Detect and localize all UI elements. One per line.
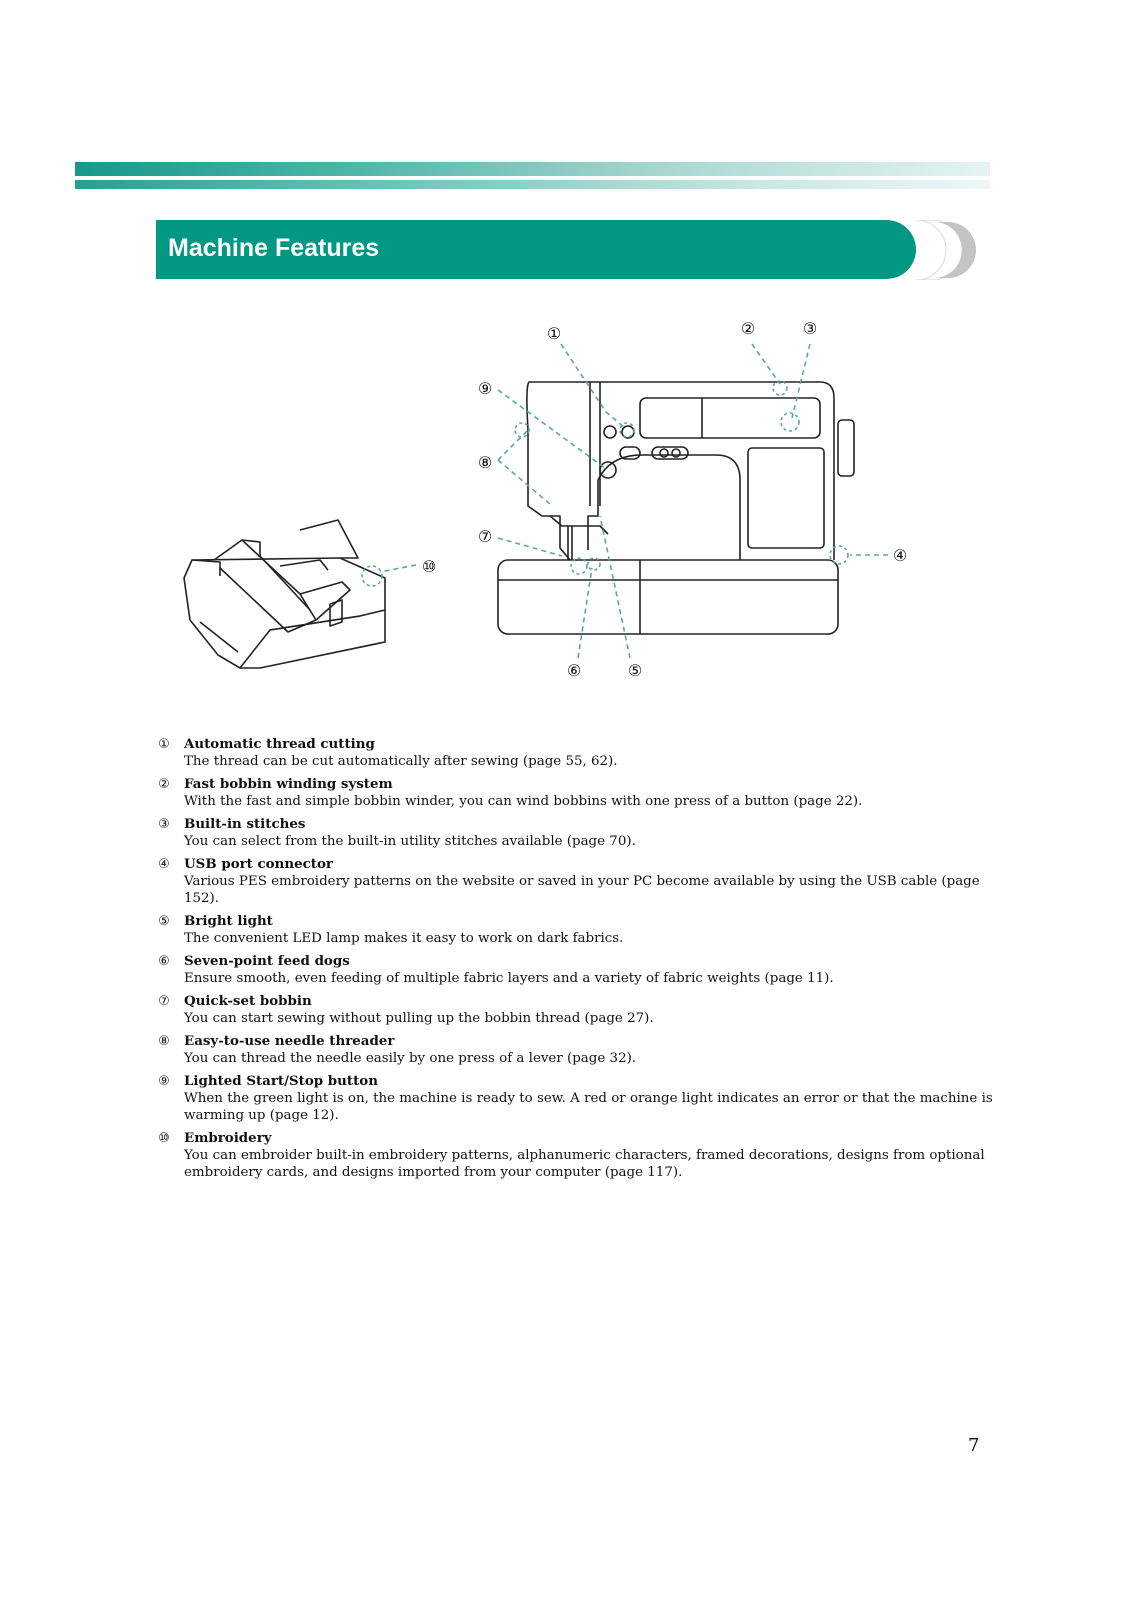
feature-title: Lighted Start/Stop button xyxy=(184,1073,378,1089)
callout-9-label: ⑨ xyxy=(477,379,493,398)
feature-description: When the green light is on, the machine is ready to sew. A red or orange light indicates an error or that the machine is warming up (page 12). xyxy=(184,1091,993,1123)
feature-title: USB port connector xyxy=(184,856,333,872)
feature-title: Easy-to-use needle threader xyxy=(184,1033,395,1049)
feature-number: ⑨ xyxy=(158,1074,170,1089)
feature-number: ⑥ xyxy=(158,954,170,969)
feature-title: Built-in stitches xyxy=(184,816,306,832)
feature-item xyxy=(155,953,995,987)
feature-title: Seven-point feed dogs xyxy=(184,953,350,969)
feature-item xyxy=(155,1130,995,1181)
callout-8-label: ⑧ xyxy=(477,453,493,472)
machine-illustration xyxy=(180,320,960,700)
feature-description: With the fast and simple bobbin winder, you can wind bobbins with one press of a button (page 22). xyxy=(184,794,863,809)
callout-7-label: ⑦ xyxy=(477,527,493,546)
callout-10-label: ⑩ xyxy=(421,557,437,576)
feature-item xyxy=(155,736,995,770)
feature-number: ⑧ xyxy=(158,1034,170,1049)
feature-number: ④ xyxy=(158,857,170,872)
page-number: 7 xyxy=(968,1435,980,1456)
callout-1-label: ① xyxy=(546,324,562,343)
feature-number: ① xyxy=(158,737,170,752)
feature-item xyxy=(155,776,995,810)
feature-description: You can embroider built-in embroidery patterns, alphanumeric characters, framed decorations, designs from optional embroidery cards, and designs imported from your computer (page 117). xyxy=(184,1148,985,1180)
feature-item xyxy=(155,1033,995,1067)
callout-4-label: ④ xyxy=(892,546,908,565)
feature-item xyxy=(155,913,995,947)
header-gradient-band xyxy=(75,162,990,176)
feature-number: ⑩ xyxy=(158,1131,170,1146)
double-chevron-icon xyxy=(912,220,978,280)
feature-title: Automatic thread cutting xyxy=(184,736,375,752)
feature-item xyxy=(155,856,995,907)
header-gradient-line xyxy=(75,180,990,189)
feature-item xyxy=(155,816,995,850)
feature-title: Embroidery xyxy=(184,1130,272,1146)
page-title: Machine Features xyxy=(168,234,380,262)
feature-description: You can start sewing without pulling up the bobbin thread (page 27). xyxy=(184,1011,654,1026)
sewing-machine-drawing xyxy=(498,382,854,634)
feature-title: Bright light xyxy=(184,913,273,929)
callout-6-label: ⑥ xyxy=(566,661,582,680)
callout-3-label: ③ xyxy=(802,320,818,338)
feature-description: The thread can be cut automatically after sewing (page 55, 62). xyxy=(184,754,618,769)
callout-5-label: ⑤ xyxy=(627,661,643,680)
feature-title: Quick-set bobbin xyxy=(184,993,312,1009)
feature-description: Ensure smooth, even feeding of multiple fabric layers and a variety of fabric weights (page 11). xyxy=(184,971,834,986)
feature-description: The convenient LED lamp makes it easy to work on dark fabrics. xyxy=(184,931,624,946)
feature-number: ⑤ xyxy=(158,914,170,929)
feature-item xyxy=(155,1073,995,1124)
feature-list xyxy=(155,736,995,1187)
feature-description: Various PES embroidery patterns on the website or saved in your PC become available by using the USB cable (page 152). xyxy=(184,874,980,906)
callout-2-label: ② xyxy=(740,320,756,338)
feature-item xyxy=(155,993,995,1027)
feature-number: ② xyxy=(158,777,170,792)
feature-title: Fast bobbin winding system xyxy=(184,776,393,792)
embroidery-unit-drawing xyxy=(184,520,385,668)
feature-number: ⑦ xyxy=(158,994,170,1009)
feature-description: You can thread the needle easily by one press of a lever (page 32). xyxy=(184,1051,637,1066)
feature-number: ③ xyxy=(158,817,170,832)
feature-description: You can select from the built-in utility stitches available (page 70). xyxy=(184,834,636,849)
